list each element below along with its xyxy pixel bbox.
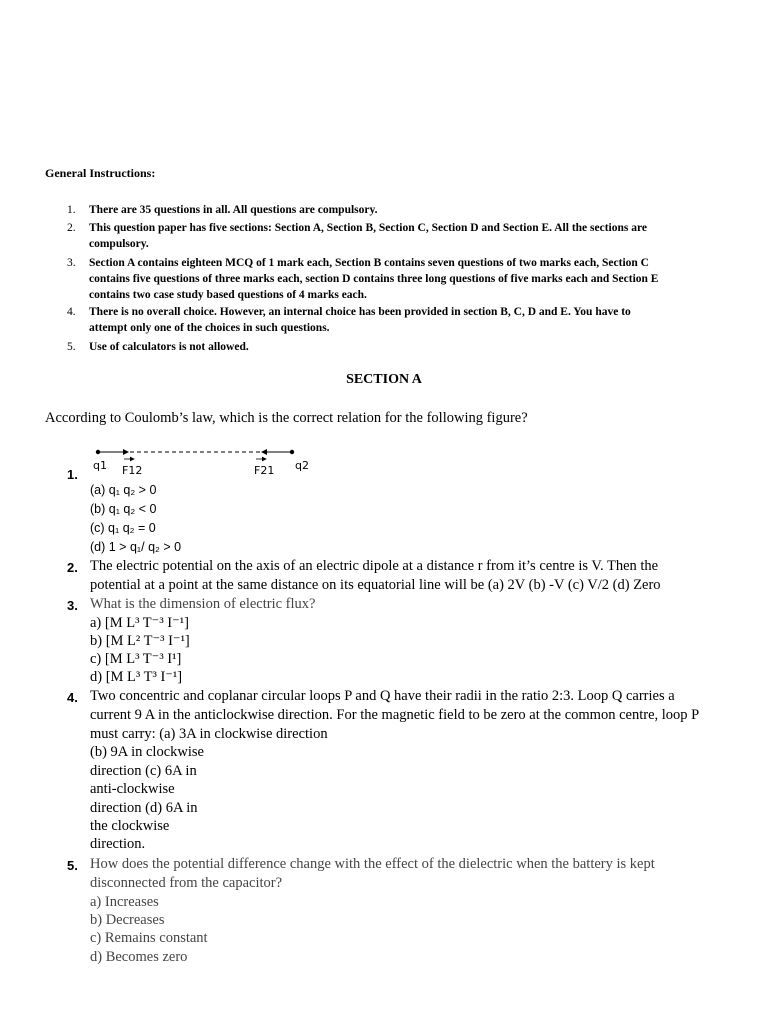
instruction-number: 4. xyxy=(67,306,76,318)
instruction-line: contains five questions of three marks each, section D contains three long questions of five marks each and Section E xyxy=(89,273,659,285)
instruction-line: Use of calculators is not allowed. xyxy=(89,341,249,353)
q3-option-c: c) [M L³ T⁻³ I¹] xyxy=(90,651,182,667)
q3-option-b: b) [M L² T⁻³ I⁻¹] xyxy=(90,633,190,649)
question-number-2: 2. xyxy=(67,560,78,575)
q4-line: anti-clockwise xyxy=(90,781,175,797)
q4-line: the clockwise xyxy=(90,818,170,834)
instruction-line: This question paper has five sections: Section A, Section B, Section C, Section D and Section E. All the sections are xyxy=(89,222,647,234)
instruction-number: 5. xyxy=(67,341,76,353)
q5-line: How does the potential difference change with the effect of the dielectric when the battery is kept xyxy=(90,856,655,872)
instruction-line: attempt only one of the choices in such questions. xyxy=(89,322,330,334)
instruction-item-3 xyxy=(45,255,725,303)
instruction-text xyxy=(89,202,719,218)
instruction-line: compulsory. xyxy=(89,238,149,250)
q4-line: direction (d) 6A in xyxy=(90,800,198,816)
label-q1: q1 xyxy=(93,459,107,472)
instruction-line: contains two case study based questions of 4 marks each. xyxy=(89,289,367,301)
q3-question: What is the dimension of electric flux? xyxy=(90,596,316,612)
q5-option-d: d) Becomes zero xyxy=(90,949,188,965)
q3-option-d: d) [M L³ T³ I⁻¹] xyxy=(90,669,183,685)
instruction-number: 1. xyxy=(67,204,76,216)
charge-q2-dot xyxy=(290,450,294,454)
q1-option-c: (c) q₁ q₂ = 0 xyxy=(90,521,156,535)
q1-option-a: (a) q₁ q₂ > 0 xyxy=(90,483,157,497)
q4-line: direction. xyxy=(90,836,146,852)
question-number-3: 3. xyxy=(67,598,78,613)
instruction-item-2 xyxy=(45,220,725,252)
q5-line: disconnected from the capacitor? xyxy=(90,875,283,891)
q4-line: current 9 A in the anticlockwise direction. For the magnetic field to be zero at the common centre, loop P xyxy=(90,707,700,723)
q2-line: potential at a point at the same distance on its equatorial line will be (a) 2V (b) -V (c) V/2 (d) Zero xyxy=(90,577,661,593)
general-instructions-heading: General Instructions: xyxy=(45,166,156,180)
instruction-number: 3. xyxy=(67,257,76,269)
instruction-number: 2. xyxy=(67,222,76,234)
q1-option-b: (b) q₁ q₂ < 0 xyxy=(90,502,157,516)
q4-line: must carry: (a) 3A in clockwise direction xyxy=(90,726,328,742)
instruction-line: Section A contains eighteen MCQ of 1 mark each, Section B contains seven questions of two marks each, Section C xyxy=(89,257,649,269)
q3-option-a: a) [M L³ T⁻³ I⁻¹] xyxy=(90,615,189,631)
coulomb-figure xyxy=(88,444,328,484)
label-q2: q2 xyxy=(295,459,309,472)
q2-line: The electric potential on the axis of an electric dipole at a distance r from it’s centre is V. Then the xyxy=(90,558,659,574)
question-intro: According to Coulomb’s law, which is the correct relation for the following figure? xyxy=(45,410,528,426)
instruction-text xyxy=(89,304,719,336)
label-f21: F21 xyxy=(254,464,275,477)
question-number-5: 5. xyxy=(67,858,78,873)
q1-option-d: (d) 1 > q₁/ q₂ > 0 xyxy=(90,540,182,554)
instruction-item-5 xyxy=(45,339,725,355)
instruction-line: There are 35 questions in all. All questions are compulsory. xyxy=(89,204,378,216)
instruction-line: There is no overall choice. However, an internal choice has been provided in section B, C, D and E. You have to xyxy=(89,306,631,318)
q5-option-c: c) Remains constant xyxy=(90,930,208,946)
q5-option-b: b) Decreases xyxy=(90,912,165,928)
instruction-item-4 xyxy=(45,304,725,336)
q4-line: Two concentric and coplanar circular loops P and Q have their radii in the ratio 2:3. Loop Q carries a xyxy=(90,688,675,704)
instruction-item-1 xyxy=(45,202,725,218)
q4-line: (b) 9A in clockwise xyxy=(90,744,204,760)
q5-option-a: a) Increases xyxy=(90,894,159,910)
q4-line: direction (c) 6A in xyxy=(90,763,197,779)
instruction-text xyxy=(89,255,719,303)
instruction-text xyxy=(89,220,719,252)
label-f12: F12 xyxy=(122,464,143,477)
instruction-text xyxy=(89,339,719,355)
section-title: SECTION A xyxy=(346,372,422,387)
question-number-4: 4. xyxy=(67,690,78,705)
question-number-1: 1. xyxy=(67,467,78,482)
